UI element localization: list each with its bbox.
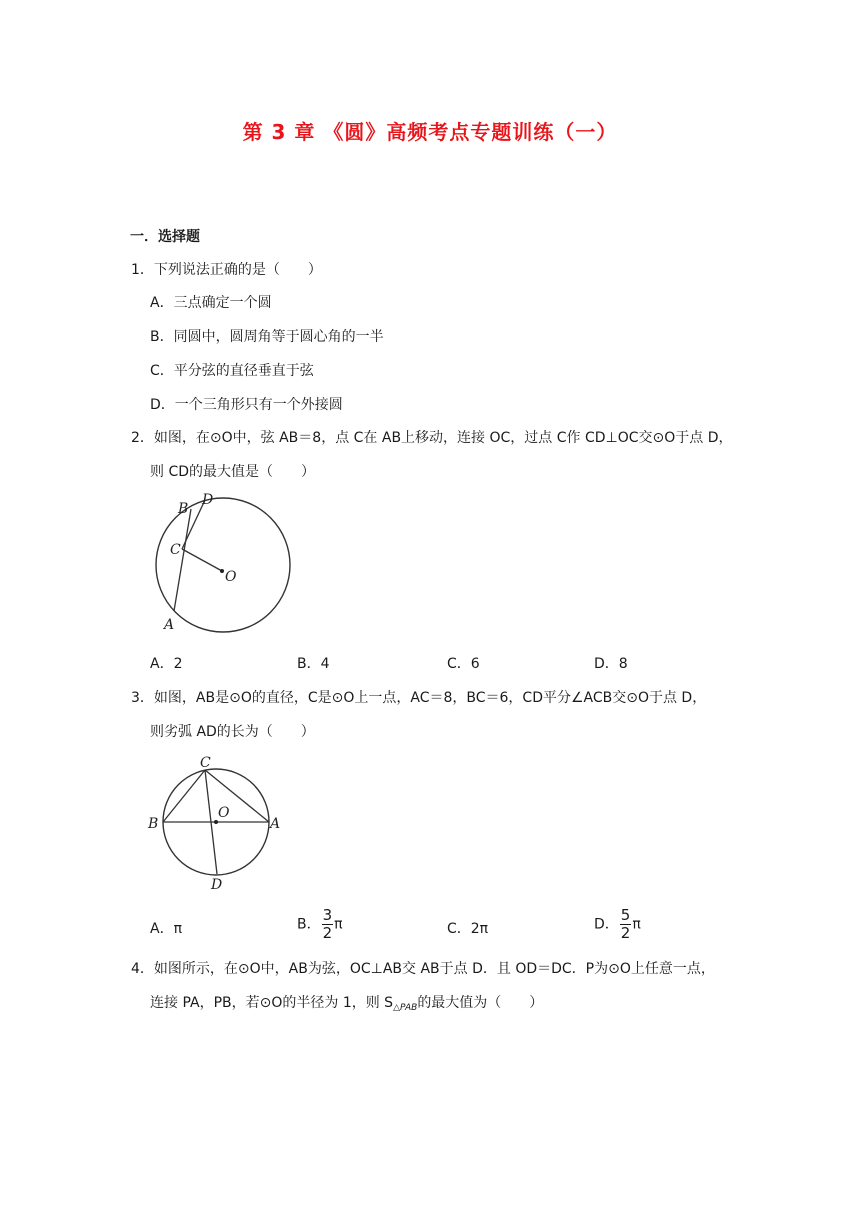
q2-stem-line1: 2．如图，在⊙O中，弦 AB＝8，点 C在 AB上移动，连接 OC，过点 C作 CD⊥OC交⊙O于点 D， (131, 430, 733, 446)
q3-option-b-fraction (322, 907, 334, 942)
q3-label-d: D (211, 877, 223, 893)
q3-option-d-numerator: 5 (620, 906, 631, 924)
q3-option-b-numerator: 3 (322, 906, 333, 924)
q3-option-b-suffix: π (334, 916, 343, 933)
q2-figure (150, 488, 300, 638)
q3-option-d (594, 907, 641, 942)
q3-stem-line2: 则劣弧 AD的长为（ ） (150, 724, 315, 740)
q1-option-c: C．平分弦的直径垂直于弦 (150, 363, 314, 379)
q2-label-a: A (164, 617, 175, 633)
q3-option-b-prefix: B． (297, 916, 321, 933)
page-title: 第 3 章 《圆》高频考点专题训练（一） (242, 120, 618, 144)
q2-label-d: D (202, 492, 214, 508)
q2-chord-ab (174, 509, 191, 611)
section-heading: 一．选择题 (130, 229, 200, 245)
q2-label-o: O (225, 569, 237, 585)
q4-stem-line2-pre: 连接 PA，PB，若⊙O的半径为 1，则 S (150, 995, 394, 1011)
q2-option-b: B．4 (297, 656, 330, 672)
q3-label-c: C (200, 755, 211, 771)
q4-stem-line1: 4．如图所示，在⊙O中，AB为弦，OC⊥AB交 AB于点 D．且 OD＝DC．P为⊙O上任意一点， (131, 961, 715, 977)
q3-option-b (297, 907, 343, 942)
q3-option-d-suffix: π (632, 916, 641, 933)
q2-label-b: B (178, 501, 189, 517)
q3-option-d-fraction (620, 907, 632, 942)
q4-stem-line2 (150, 992, 543, 1013)
q2-option-a: A．2 (150, 656, 183, 672)
q3-label-o: O (218, 805, 230, 821)
q1-stem: 1．下列说法正确的是（ ） (131, 262, 322, 278)
q3-stem-line1: 3．如图，AB是⊙O的直径，C是⊙O上一点，AC＝8，BC＝6，CD平分∠ACB交⊙O于点 D， (131, 690, 707, 706)
q2-option-d: D．8 (594, 656, 628, 672)
q2-stem-line2: 则 CD的最大值是（ ） (150, 464, 316, 480)
q3-label-b: B (148, 816, 159, 832)
q2-option-c: C．6 (447, 656, 480, 672)
q4-area-subscript: △PAB (393, 1003, 418, 1013)
q3-option-b-denominator: 2 (322, 924, 333, 942)
q2-label-c: C (170, 542, 181, 558)
q2-circle (156, 498, 290, 632)
q3-option-a: A．π (150, 921, 183, 937)
q1-option-d: D．一个三角形只有一个外接圆 (150, 397, 343, 413)
q3-segment-ac (205, 770, 269, 822)
q2-segment-oc (182, 549, 222, 571)
q3-option-d-prefix: D． (594, 916, 619, 933)
q1-option-b: B．同圆中，圆周角等于圆心角的一半 (150, 329, 384, 345)
q3-option-c: C．2π (447, 921, 489, 937)
q4-stem-line2-post: 的最大值为（ ） (417, 995, 544, 1011)
q3-label-a: A (270, 816, 281, 832)
q3-figure (145, 752, 285, 894)
q2-center-dot (220, 569, 224, 573)
q1-option-a: A．三点确定一个圆 (150, 295, 272, 311)
q3-option-d-denominator: 2 (620, 924, 631, 942)
